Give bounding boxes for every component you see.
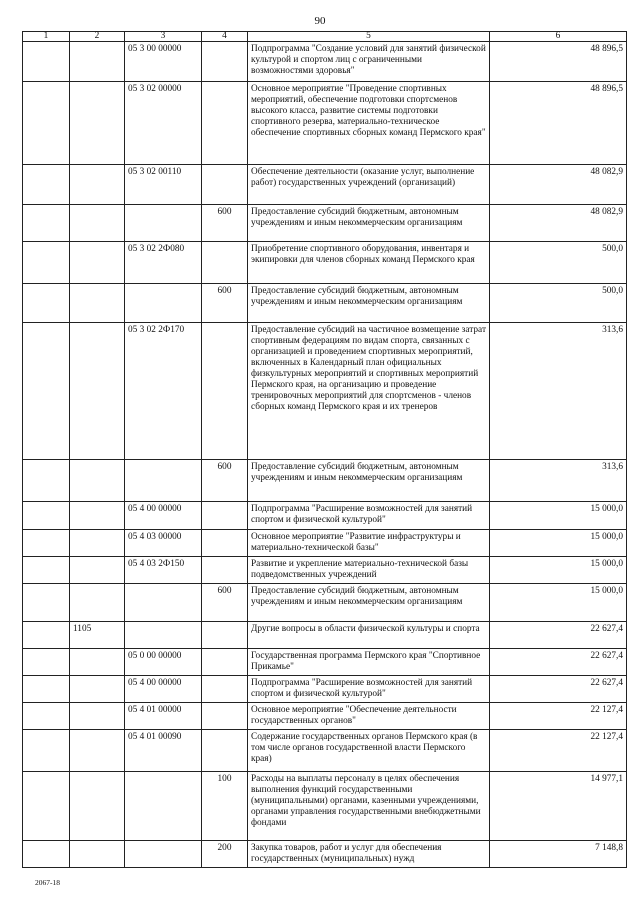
table-row <box>23 42 627 82</box>
expense-type-cell: 600 <box>202 205 248 242</box>
description-cell: Предоставление субсидий бюджетным, автономным учреждениям и иным некоммерческим организациям <box>248 205 490 242</box>
expense-type-cell: 100 <box>202 772 248 841</box>
section-cell <box>23 676 70 703</box>
table-row <box>23 730 627 772</box>
table-row <box>23 530 627 557</box>
expense-type-cell <box>202 622 248 649</box>
amount-cell: 22 627,4 <box>490 622 627 649</box>
section-cell <box>23 502 70 530</box>
section-cell <box>23 530 70 557</box>
target-article-cell: 05 0 00 00000 <box>125 649 202 676</box>
amount-cell: 313,6 <box>490 460 627 502</box>
table-row <box>23 557 627 584</box>
subsection-cell <box>70 284 125 323</box>
table-row <box>23 703 627 730</box>
subsection-cell <box>70 649 125 676</box>
table-row <box>23 772 627 841</box>
section-cell <box>23 703 70 730</box>
expense-type-cell <box>202 42 248 82</box>
description-cell: Предоставление субсидий на частичное возмещение затрат спортивным федерациям по видам спорта, связанных с организацией и проведением спортивных мероприятий, включенных в Календарный план официальных физкультурных мероприятий и спортивных мероприятий Пермского края, на организацию и проведение тренировочных мероприятий для спортсменов - членов сборных команд Пермского края и их тренеров <box>248 323 490 460</box>
expense-type-cell <box>202 676 248 703</box>
expense-type-cell: 600 <box>202 584 248 622</box>
table-row <box>23 622 627 649</box>
description-cell: Приобретение спортивного оборудования, инвентаря и экипировки для членов сборных команд Пермского края <box>248 242 490 284</box>
expense-type-cell <box>202 323 248 460</box>
target-article-cell <box>125 584 202 622</box>
description-cell: Расходы на выплаты персоналу в целях обеспечения выполнения функций государственными (муниципальными) органами, казенными учреждениями, органами управления государственными внебюджетными фондами <box>248 772 490 841</box>
description-cell: Подпрограмма "Расширение возможностей для занятий спортом и физической культурой" <box>248 502 490 530</box>
expense-type-cell <box>202 82 248 165</box>
amount-cell: 15 000,0 <box>490 584 627 622</box>
footer-code: 2067-18 <box>35 878 60 887</box>
section-cell <box>23 284 70 323</box>
amount-cell: 48 082,9 <box>490 205 627 242</box>
section-cell <box>23 42 70 82</box>
table-row <box>23 841 627 868</box>
expense-type-cell <box>202 502 248 530</box>
amount-cell: 15 000,0 <box>490 530 627 557</box>
description-cell: Предоставление субсидий бюджетным, автономным учреждениям и иным некоммерческим организациям <box>248 284 490 323</box>
page-number: 90 <box>314 15 326 27</box>
target-article-cell: 05 4 01 00000 <box>125 703 202 730</box>
subsection-cell <box>70 676 125 703</box>
table-row <box>23 460 627 502</box>
target-article-cell: 05 4 01 00090 <box>125 730 202 772</box>
target-article-cell: 05 4 00 00000 <box>125 502 202 530</box>
subsection-cell <box>70 502 125 530</box>
target-article-cell: 05 4 00 00000 <box>125 676 202 703</box>
subsection-cell <box>70 460 125 502</box>
column-header: 2 <box>70 32 125 42</box>
section-cell <box>23 622 70 649</box>
amount-cell: 500,0 <box>490 242 627 284</box>
description-cell: Основное мероприятие "Обеспечение деятельности государственных органов" <box>248 703 490 730</box>
table-row <box>23 649 627 676</box>
expense-type-cell <box>202 165 248 205</box>
target-article-cell <box>125 622 202 649</box>
target-article-cell <box>125 205 202 242</box>
description-cell: Предоставление субсидий бюджетным, автономным учреждениям и иным некоммерческим организациям <box>248 460 490 502</box>
subsection-cell <box>70 557 125 584</box>
description-cell: Основное мероприятие "Проведение спортивных мероприятий, обеспечение подготовки спортсменов высокого класса, развитие системы подготовки спортивного резерва, материально-техническое обеспечение спортивных сборных команд Пермского края" <box>248 82 490 165</box>
target-article-cell <box>125 772 202 841</box>
section-cell <box>23 584 70 622</box>
subsection-cell <box>70 703 125 730</box>
description-cell: Предоставление субсидий бюджетным, автономным учреждениям и иным некоммерческим организациям <box>248 584 490 622</box>
subsection-cell <box>70 323 125 460</box>
description-cell: Основное мероприятие "Развитие инфраструктуры и материально-технической базы" <box>248 530 490 557</box>
budget-table <box>22 31 627 868</box>
subsection-cell <box>70 730 125 772</box>
amount-cell: 22 127,4 <box>490 730 627 772</box>
subsection-cell <box>70 205 125 242</box>
target-article-cell: 05 3 02 00000 <box>125 82 202 165</box>
section-cell <box>23 323 70 460</box>
column-header: 4 <box>202 32 248 42</box>
target-article-cell <box>125 841 202 868</box>
target-article-cell: 05 3 02 2Ф170 <box>125 323 202 460</box>
expense-type-cell: 200 <box>202 841 248 868</box>
amount-cell: 22 627,4 <box>490 676 627 703</box>
amount-cell: 48 082,9 <box>490 165 627 205</box>
table-row <box>23 205 627 242</box>
description-cell: Содержание государственных органов Пермского края (в том числе органов государственной власти Пермского края) <box>248 730 490 772</box>
description-cell: Другие вопросы в области физической культуры и спорта <box>248 622 490 649</box>
subsection-cell: 1105 <box>70 622 125 649</box>
amount-cell: 22 627,4 <box>490 649 627 676</box>
amount-cell: 500,0 <box>490 284 627 323</box>
expense-type-cell <box>202 530 248 557</box>
target-article-cell: 05 3 02 2Ф080 <box>125 242 202 284</box>
table-row <box>23 242 627 284</box>
target-article-cell <box>125 460 202 502</box>
subsection-cell <box>70 841 125 868</box>
section-cell <box>23 242 70 284</box>
expense-type-cell <box>202 703 248 730</box>
expense-type-cell <box>202 242 248 284</box>
amount-cell: 48 896,5 <box>490 82 627 165</box>
expense-type-cell: 600 <box>202 284 248 323</box>
amount-cell: 7 148,8 <box>490 841 627 868</box>
section-cell <box>23 772 70 841</box>
expense-type-cell <box>202 649 248 676</box>
subsection-cell <box>70 42 125 82</box>
amount-cell: 15 000,0 <box>490 502 627 530</box>
section-cell <box>23 730 70 772</box>
target-article-cell: 05 4 03 00000 <box>125 530 202 557</box>
column-header: 5 <box>248 32 490 42</box>
subsection-cell <box>70 772 125 841</box>
amount-cell: 14 977,1 <box>490 772 627 841</box>
table-row <box>23 584 627 622</box>
description-cell: Обеспечение деятельности (оказание услуг, выполнение работ) государственных учреждений (организаций) <box>248 165 490 205</box>
section-cell <box>23 557 70 584</box>
section-cell <box>23 649 70 676</box>
amount-cell: 22 127,4 <box>490 703 627 730</box>
description-cell: Развитие и укрепление материально-технической базы подведомственных учреждений <box>248 557 490 584</box>
subsection-cell <box>70 530 125 557</box>
expense-type-cell <box>202 730 248 772</box>
table-row <box>23 323 627 460</box>
table-header-row <box>23 32 627 42</box>
amount-cell: 313,6 <box>490 323 627 460</box>
column-header: 3 <box>125 32 202 42</box>
column-header: 1 <box>23 32 70 42</box>
section-cell <box>23 82 70 165</box>
section-cell <box>23 205 70 242</box>
target-article-cell: 05 3 00 00000 <box>125 42 202 82</box>
table-row <box>23 165 627 205</box>
expense-type-cell: 600 <box>202 460 248 502</box>
table-row <box>23 676 627 703</box>
description-cell: Закупка товаров, работ и услуг для обеспечения государственных (муниципальных) нужд <box>248 841 490 868</box>
column-header: 6 <box>490 32 627 42</box>
target-article-cell: 05 4 03 2Ф150 <box>125 557 202 584</box>
subsection-cell <box>70 242 125 284</box>
description-cell: Подпрограмма "Расширение возможностей для занятий спортом и физической культурой" <box>248 676 490 703</box>
section-cell <box>23 165 70 205</box>
expense-type-cell <box>202 557 248 584</box>
section-cell <box>23 841 70 868</box>
target-article-cell: 05 3 02 00110 <box>125 165 202 205</box>
table-row <box>23 284 627 323</box>
description-cell: Государственная программа Пермского края "Спортивное Прикамье" <box>248 649 490 676</box>
table-row <box>23 82 627 165</box>
description-cell: Подпрограмма "Создание условий для занятий физической культурой и спортом лиц с ограниченными возможностями здоровья" <box>248 42 490 82</box>
amount-cell: 48 896,5 <box>490 42 627 82</box>
table-row <box>23 502 627 530</box>
target-article-cell <box>125 284 202 323</box>
subsection-cell <box>70 584 125 622</box>
subsection-cell <box>70 165 125 205</box>
subsection-cell <box>70 82 125 165</box>
amount-cell: 15 000,0 <box>490 557 627 584</box>
section-cell <box>23 460 70 502</box>
